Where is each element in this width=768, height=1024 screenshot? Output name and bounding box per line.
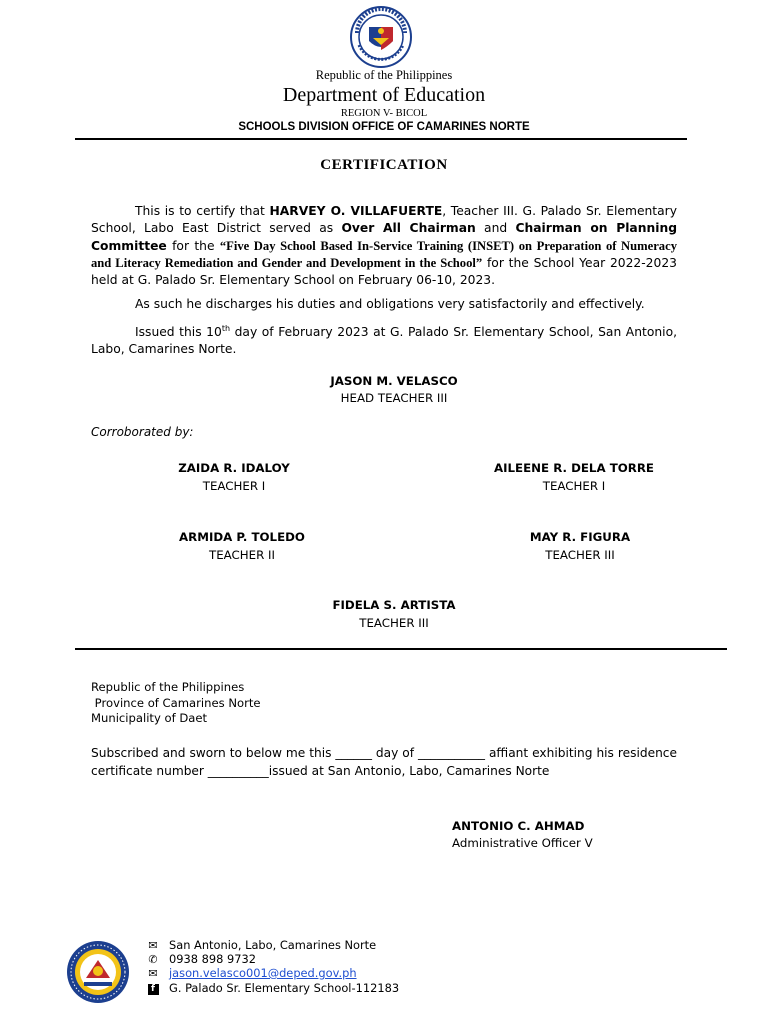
corroborator-role: TEACHER I <box>202 479 266 493</box>
ordinal-suffix: th <box>221 324 231 333</box>
text-segment: for the School Year 2022-2023 held at G. Palado Sr. Elementary School on February 06-10, 2023. <box>91 255 677 288</box>
header-republic: Republic of the Philippines <box>315 68 453 82</box>
administering-officer-role: Administrative Officer V <box>452 836 593 850</box>
footer-address-row <box>146 938 376 952</box>
teacher-name: HARVEY O. VILLAFUERTE <box>269 204 443 218</box>
venue-country: Republic of the Philippines <box>91 680 245 694</box>
corroborator-name: ARMIDA P. TOLEDO <box>179 530 305 544</box>
venue-municipality: Municipality of Daet <box>91 711 208 725</box>
text-segment: This is to certify that <box>135 204 270 218</box>
header-department: Department of Education <box>282 84 486 106</box>
performance-paragraph: As such he discharges his duties and obligations very satisfactorily and effectively. <box>135 297 645 311</box>
jurat-venue <box>91 680 261 727</box>
issued-paragraph <box>91 320 677 359</box>
text-segment: day of February 2023 at G. Palado Sr. Elementary School, San Antonio, Labo, Camarines Norte. <box>91 325 677 357</box>
signatory-role: HEAD TEACHER III <box>340 391 448 405</box>
role-overall-chairman: Over All Chairman <box>341 221 476 236</box>
phone-icon: ✆ <box>148 952 158 966</box>
text-segment: for the <box>166 238 220 253</box>
envelope-icon: ✉ <box>148 966 158 980</box>
signatory-name: JASON M. VELASCO <box>330 374 458 388</box>
training-title: “Five Day School Based In-Service Training (INSET) on Preparation of Numeracy and Literacy Remediation and Gender and Development in the School” <box>91 238 677 270</box>
corroborator-role: TEACHER III <box>545 548 615 562</box>
corroborated-label: Corroborated by: <box>91 425 194 439</box>
header-region: REGION V- BICOL <box>340 108 428 119</box>
document-title: CERTIFICATION <box>320 157 448 173</box>
footer-email-link[interactable]: jason.velasco001@deped.gov.ph <box>169 966 357 980</box>
administering-officer-name: ANTONIO C. AHMAD <box>452 819 585 833</box>
corroborator-role: TEACHER III <box>359 616 429 630</box>
certification-paragraph <box>91 203 677 289</box>
text-segment: and <box>475 221 516 236</box>
footer-facebook: G. Palado Sr. Elementary School-112183 <box>169 981 400 995</box>
facebook-icon: f <box>146 981 160 995</box>
corroborator-name: MAY R. FIGURA <box>529 530 631 544</box>
footer-phone: 0938 898 9732 <box>169 952 256 966</box>
footer-address: San Antonio, Labo, Camarines Norte <box>169 938 377 952</box>
text-segment: , Teacher III. G. Palado Sr. Elementary School, Labo East District served as <box>91 204 677 236</box>
header-divider <box>75 138 687 140</box>
section-divider <box>75 648 727 650</box>
corroborator-role: TEACHER I <box>542 479 606 493</box>
footer-email-row <box>146 966 357 980</box>
text-segment: Issued this 10 <box>135 325 222 340</box>
sworn-statement: Subscribed and sworn to below me this ______ day of ___________ affiant exhibiting his residence certificate number __________issued at San Antonio, Labo, Camarines Norte <box>91 746 677 778</box>
role-planning-chairman: Chairman on Planning Committee <box>91 221 677 253</box>
venue-province: Province of Camarines Norte <box>91 695 261 710</box>
header-division: SCHOOLS DIVISION OFFICE OF CAMARINES NORTE <box>238 121 530 133</box>
deped-seal-logo <box>343 5 419 69</box>
corroborator-name: ZAIDA R. IDALOY <box>178 461 290 475</box>
corroborator-name: AILEENE R. DELA TORRE <box>494 461 654 475</box>
school-seal-logo <box>66 940 130 1004</box>
corroborator-role: TEACHER II <box>209 548 275 562</box>
footer-phone-row <box>146 952 256 966</box>
mailbox-icon: ✉ <box>148 938 158 952</box>
corroborator-name: FIDELA S. ARTISTA <box>332 598 456 612</box>
footer-facebook-row <box>146 981 399 995</box>
